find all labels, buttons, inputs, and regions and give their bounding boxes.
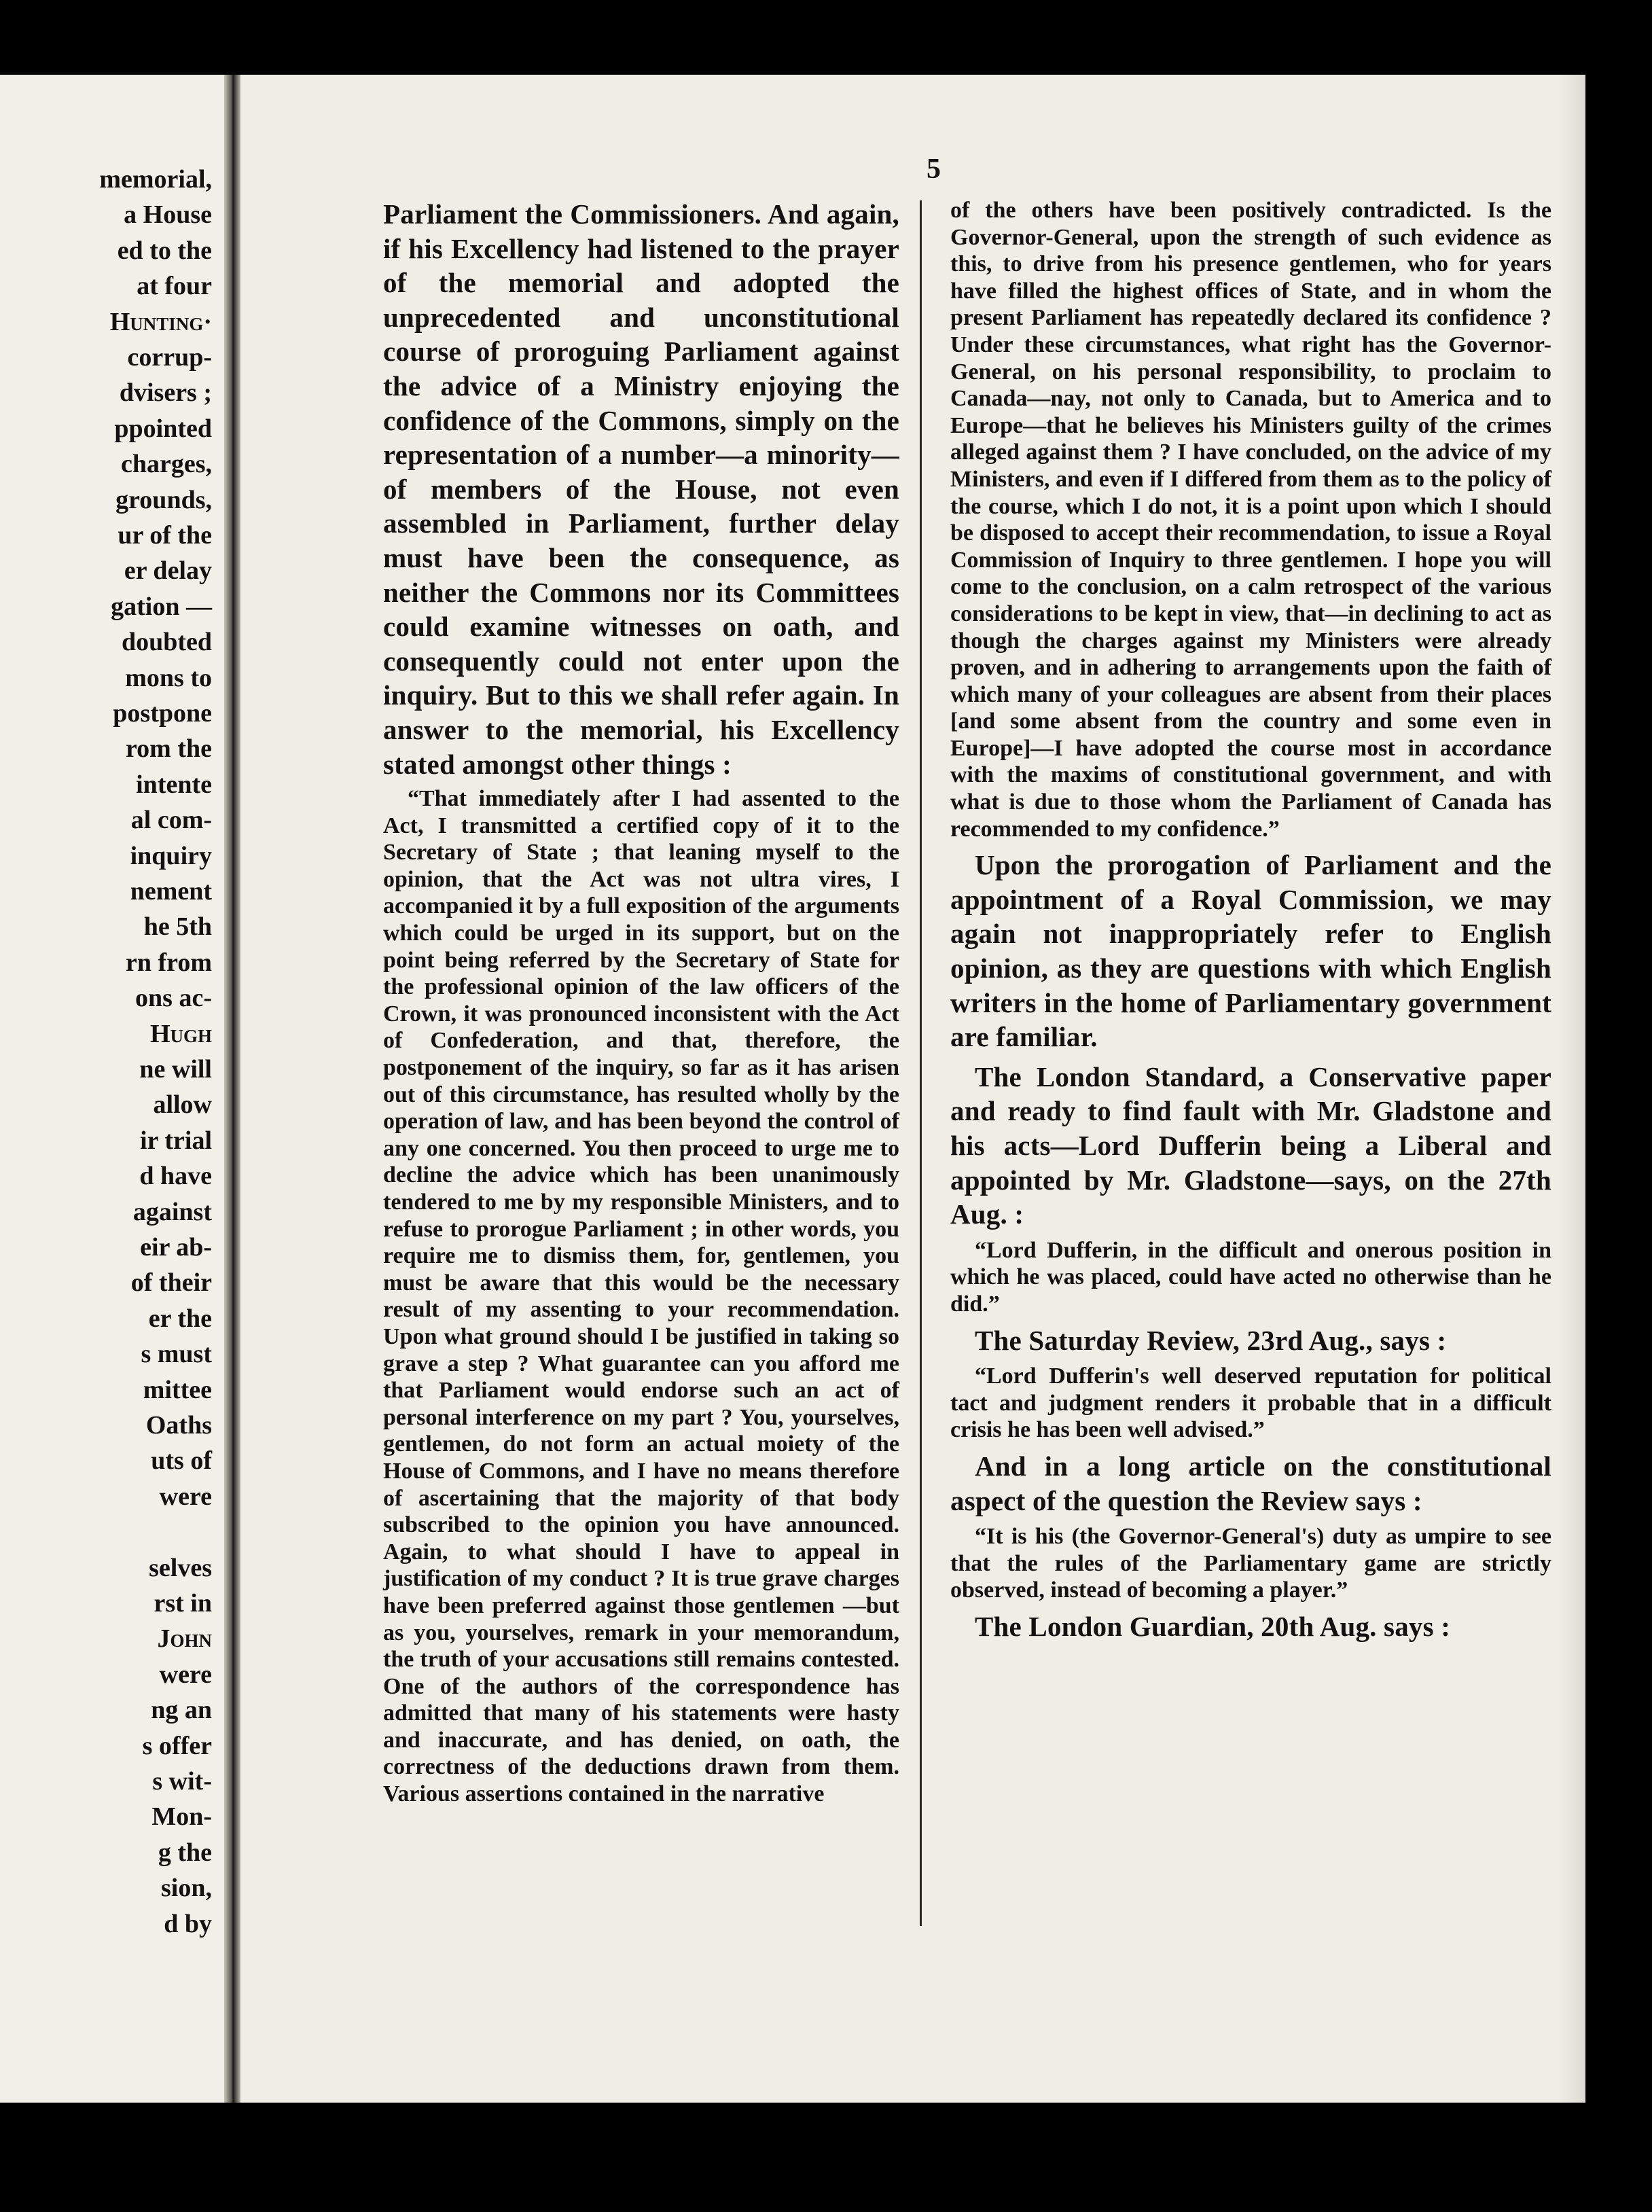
previous-page-line-fragment: eir ab- xyxy=(140,1233,212,1262)
previous-page-line-fragment: d by xyxy=(164,1909,212,1938)
previous-page-line-fragment: charges, xyxy=(120,450,212,479)
previous-page-line-fragment: Mon- xyxy=(151,1802,212,1832)
paragraph-commissioners: Parliament the Commissioners. And again, if his Excellency had listened to the prayer of the memorial and adopted the unprecedented and unconstitutional course of proroguing Parliament against the advice of a Ministry enjoying the confidence of the Commons, simply on the representation of a number—a minority—of members of the House, not even assembled in Parliament, further delay must have been the consequence, as neither the Commons nor its Committees could examine witnesses on oath, and consequently could not enter upon the inquiry. But to this we shall refer again. In answer to the memorial, his Excellency stated amongst other things : xyxy=(383,198,899,780)
previous-page-line-fragment: mons to xyxy=(125,663,212,692)
previous-page-line-fragment: sion, xyxy=(161,1874,212,1903)
previous-page-line-fragment: at four xyxy=(137,272,212,301)
previous-page-line-fragment: dvisers ; xyxy=(119,378,212,408)
previous-page-line-fragment: corrup- xyxy=(127,343,212,372)
previous-page-line-fragment: g the xyxy=(158,1838,212,1867)
quote-continued: of the others have been positively contradicted. Is the Governor-General, upon the strength of such evidence as this, to drive from his presence gentlemen, who for years have filled the highest offices of State, and in whom the present Parliament has repeatedly declared its confidence ? Under these circumstances, what right has the Governor-General, on his personal responsibility, to proclaim to Canada—nay, not only to Canada, but to America and to Europe—that he believes his Ministers guilty of the crimes alleged against them ? I have concluded, on the advice of my Ministers, and even if I differed from them as to the policy of the course, which I do not, it is a point upon which I should be disposed to accept their recommendation, to issue a Royal Commission of Inquiry to three gentlemen. I hope you will come to the conclusion, on a calm retrospect of the various considerations to be kept in view, that—in declining to act as though the charges against my Ministers were already proven, and in adhering to arrangements upon the faith of which many of your colleagues are absent from their places [and some absent from the country and some even in Europe]—I have adopted the course most in accordance with the maxims of constitutional government, and with what is due to those whom the Parliament of Canada has recommended to my confidence.” xyxy=(950,198,1551,842)
previous-page-line-fragment: were xyxy=(159,1482,212,1511)
previous-page-edge xyxy=(0,75,224,2103)
quote-umpire: “It is his (the Governor-General's) duty as umpire to see that the rules of the Parliamentary game are strictly observed, instead of becoming a player.” xyxy=(950,1524,1551,1603)
previous-page-line-fragment: d have xyxy=(139,1162,212,1191)
paragraph-long-article: And in a long article on the constitutional aspect of the question the Review says : xyxy=(950,1450,1551,1516)
column-divider xyxy=(920,200,922,1926)
previous-page-line-fragment: were xyxy=(159,1660,212,1689)
previous-page-line-fragment: ons ac- xyxy=(135,984,212,1013)
previous-page-line-fragment: mittee xyxy=(143,1375,212,1404)
quote-standard: “Lord Dufferin, in the difficult and onerous position in which he was placed, could have acted no otherwise than he did.” xyxy=(950,1237,1551,1317)
quote-saturday-review: “Lord Dufferin's well deserved reputation for political tact and judgment renders it probable that in a difficult crisis he has been well advised.” xyxy=(950,1363,1551,1443)
previous-page-line-fragment: ng an xyxy=(151,1696,212,1725)
paragraph-guardian: The London Guardian, 20th Aug. says : xyxy=(975,1610,1451,1642)
previous-page-line-fragment: rom the xyxy=(126,734,212,764)
previous-page-line-fragment: against xyxy=(132,1197,212,1226)
scan-border-top xyxy=(0,0,1652,75)
paragraph-prorogation: Upon the prorogation of Parliament and the appointment of a Royal Commission, we may again not inappropriately refer to English opinion, as they are questions with which English writers in the home of Parliamentary government are familiar. xyxy=(950,849,1551,1053)
binding-gutter xyxy=(224,75,240,2103)
previous-page-line-fragment: rn from xyxy=(126,948,212,977)
previous-page-line-fragment: rst in xyxy=(154,1589,212,1618)
previous-page-line-fragment: doubted xyxy=(121,628,212,657)
previous-page-line-fragment: John xyxy=(157,1624,212,1654)
paragraph-standard: The London Standard, a Conservative paper and ready to find fault with Mr. Gladstone and his acts—Lord Dufferin being a Liberal and appointed by Mr. Gladstone—says, on the 27th Aug. : xyxy=(950,1060,1551,1230)
left-column xyxy=(383,197,899,1808)
previous-page-line-fragment: s wit- xyxy=(152,1767,212,1796)
paragraph-saturday-review: The Saturday Review, 23rd Aug., says : xyxy=(975,1324,1447,1356)
previous-page-line-fragment: s must xyxy=(141,1340,212,1369)
quote-governor-reply: “That immediately after I had assented to the Act, I transmitted a certified copy of it to the Secretary of State ; that leaning myself to the opinion, that the Act was not ultra vires, I accompanied it by a full exposition of the arguments which could be urged in its support, but on the point being referred by the Secretary of State for the professional opinion of the law officers of the Crown, it was pronounced inconsistent with the Act of Confederation, and that, therefore, the postponement of the inquiry, so far as it has arisen out of this circumstance, has resulted wholly by the operation of law, and has been beyond the control of any one concerned. You then proceed to urge me to decline the advice which has been unanimously tendered to me by my responsible Ministers, and to refuse to prorogue Parliament ; in other words, you require me to dismiss them, for, gentlemen, you must be aware that this would be the necessary result of my assenting to your recommendation. Upon what ground should I be justified in taking so grave a step ? What guarantee can you afford me that Parliament would endorse such an act of personal interference on my part ? You, yourselves, gentlemen, do not form an actual moiety of the House of Commons, and I have no means therefore of ascertaining that the majority of that body subscribed to the opinion you have announced. Again, to what should I have to appeal in justification of my conduct ? It is true grave charges have been preferred against those gentlemen —but as you, yourselves, remark in your memorandum, the truth of your accusations still remains contested. One of the authors of the correspondence has admitted that many of his statements were hasty and inaccurate, and has denied, on oath, the correctness of the deductions drawn from them. Various assertions contained in the narrative xyxy=(383,786,899,1807)
previous-page-line-fragment: Oaths xyxy=(145,1411,212,1440)
previous-page-line-fragment: Hugh xyxy=(149,1019,212,1048)
right-column xyxy=(950,197,1551,1649)
previous-page-line-fragment: uts of xyxy=(151,1446,212,1476)
previous-page-line-fragment: ed to the xyxy=(117,236,212,265)
previous-page-line-fragment: selves xyxy=(149,1553,212,1582)
previous-page-line-fragment: inquiry xyxy=(130,841,212,870)
previous-page-line-fragment: postpone xyxy=(113,699,212,728)
previous-page-line-fragment: al com- xyxy=(130,806,212,835)
scan-border-bottom xyxy=(0,2103,1652,2212)
previous-page-line-fragment: s offer xyxy=(142,1731,212,1760)
previous-page-line-fragment: ppointed xyxy=(114,414,212,443)
page xyxy=(240,75,1585,2103)
previous-page-line-fragment: memorial, xyxy=(99,165,212,194)
scan-border-right xyxy=(1585,75,1652,2103)
previous-page-line-fragment: nement xyxy=(130,877,212,906)
previous-page-line-fragment: gation — xyxy=(111,592,212,621)
page-number: 5 xyxy=(927,154,941,185)
previous-page-line-fragment: he 5th xyxy=(143,912,212,942)
previous-page-line-fragment: intente xyxy=(136,770,212,799)
previous-page-line-fragment: ir trial xyxy=(140,1126,212,1155)
previous-page-line-fragment: ur of the xyxy=(118,521,212,550)
previous-page-line-fragment: of their xyxy=(130,1268,212,1298)
previous-page-line-fragment: er the xyxy=(148,1304,212,1333)
previous-page-line-fragment: a House xyxy=(124,200,212,230)
previous-page-line-fragment: ne will xyxy=(139,1055,212,1084)
previous-page-line-fragment: Hunting· xyxy=(109,307,212,336)
previous-page-line-fragment: grounds, xyxy=(115,485,212,514)
previous-page-line-fragment: allow xyxy=(153,1090,212,1120)
previous-page-line-fragment: er delay xyxy=(124,556,212,586)
page-edge-shadow xyxy=(1558,75,1585,2103)
